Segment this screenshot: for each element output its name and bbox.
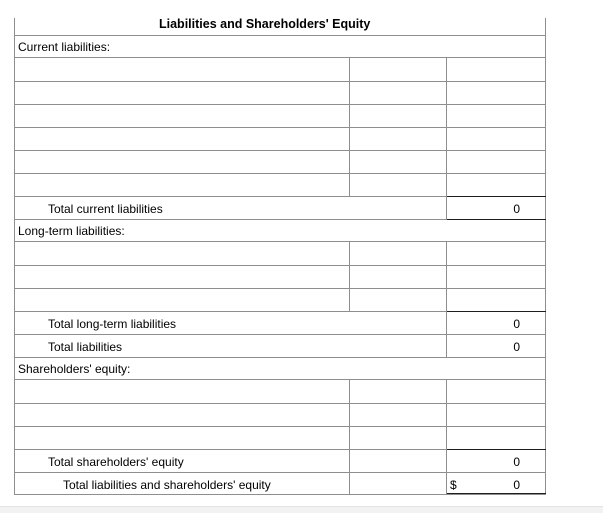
long-term-liability-amount-input-2[interactable] — [350, 266, 446, 288]
section-title: Liabilities and Shareholders' Equity — [159, 17, 371, 31]
subtotal-rule — [447, 219, 546, 220]
total-column-divider — [446, 241, 447, 357]
subtotal-rule — [447, 196, 546, 197]
equity-name-input-1[interactable] — [15, 380, 349, 403]
total-liabilities-and-equity-value: 0 — [513, 478, 520, 492]
row-divider — [14, 472, 546, 473]
title-divider — [14, 35, 546, 36]
equity-amount-input-3[interactable] — [350, 427, 446, 449]
total-long-term-liabilities-label: Total long-term liabilities — [48, 317, 177, 331]
current-liabilities-header: Current liabilities: — [18, 40, 111, 54]
current-liability-name-input-4[interactable] — [15, 128, 349, 151]
row-divider — [14, 311, 448, 312]
total-column-divider — [446, 57, 447, 219]
long-term-liability-amount-input-3[interactable] — [350, 289, 446, 311]
long-term-liability-name-input-3[interactable] — [15, 289, 349, 311]
amount-column-divider — [349, 57, 350, 196]
equity-amount-input-1[interactable] — [350, 380, 446, 403]
total-column-divider — [446, 379, 447, 494]
total-liabilities-label: Total liabilities — [48, 340, 123, 354]
current-liability-amount-input-3[interactable] — [350, 105, 446, 128]
long-term-liabilities-header: Long-term liabilities: — [18, 224, 125, 238]
currency-symbol: $ — [450, 478, 457, 492]
right-border — [545, 18, 546, 494]
current-liability-name-input-3[interactable] — [15, 105, 349, 128]
subtotal-rule — [447, 449, 546, 450]
long-term-liability-amount-input-1[interactable] — [350, 242, 446, 265]
row-divider — [14, 449, 448, 450]
total-shareholders-equity-value: 0 — [513, 455, 520, 469]
equity-amount-input-2[interactable] — [350, 404, 446, 426]
row-divider — [14, 219, 448, 220]
equity-name-input-2[interactable] — [15, 404, 349, 426]
total-long-term-liabilities-value: 0 — [513, 317, 520, 331]
current-liability-amount-input-6[interactable] — [350, 174, 446, 196]
bottom-border — [14, 494, 546, 495]
equity-name-input-3[interactable] — [15, 427, 349, 449]
shareholders-equity-header: Shareholders' equity: — [18, 362, 131, 376]
current-liability-name-input-5[interactable] — [15, 151, 349, 174]
current-liability-name-input-1[interactable] — [15, 58, 349, 81]
total-current-liabilities-value: 0 — [513, 202, 520, 216]
total-shareholders-equity-label: Total shareholders' equity — [48, 455, 184, 469]
subtotal-rule — [447, 311, 546, 312]
current-liability-amount-input-5[interactable] — [350, 151, 446, 174]
total-liabilities-and-equity-label: Total liabilities and shareholders' equity — [63, 478, 271, 492]
total-current-liabilities-label: Total current liabilities — [48, 202, 163, 216]
amount-column-divider — [349, 241, 350, 311]
row-divider — [14, 196, 448, 197]
amount-column-divider — [349, 379, 350, 494]
long-term-liability-name-input-2[interactable] — [15, 266, 349, 288]
current-liability-amount-input-1[interactable] — [350, 58, 446, 81]
current-liability-name-input-6[interactable] — [15, 174, 349, 196]
current-liability-amount-input-4[interactable] — [350, 128, 446, 151]
long-term-liability-name-input-1[interactable] — [15, 242, 349, 265]
current-liability-name-input-2[interactable] — [15, 82, 349, 105]
total-liabilities-value: 0 — [513, 340, 520, 354]
row-divider — [14, 334, 546, 335]
row-divider — [14, 357, 546, 358]
current-liability-amount-input-2[interactable] — [350, 82, 446, 105]
